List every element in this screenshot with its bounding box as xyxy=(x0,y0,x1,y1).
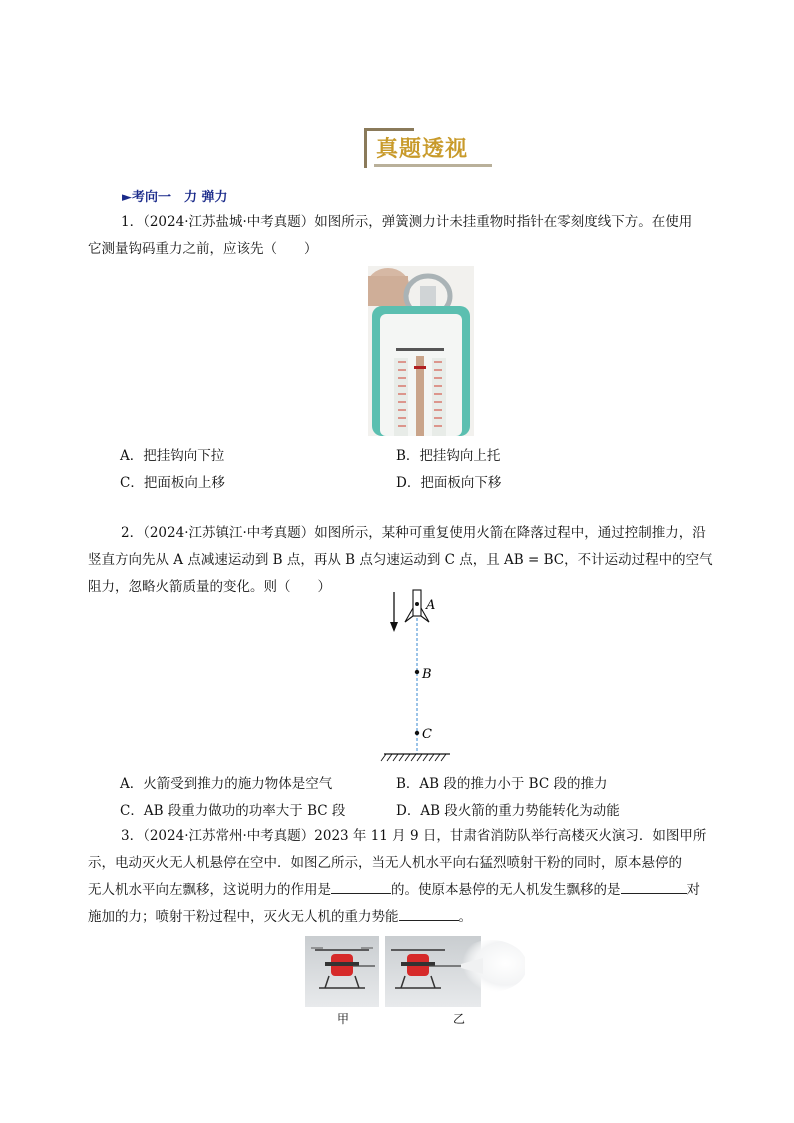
q2-line2: 竖直方向先从 A 点减速运动到 B 点，再从 B 点匀速运动到 C 点，且 AB = BC，不计运动过程中的空气 xyxy=(88,552,713,568)
point-c-dot xyxy=(415,731,419,735)
q1-option-a: A．把挂钩向下拉 xyxy=(120,448,225,464)
spring-scale-image xyxy=(368,266,474,436)
drone-photo-right xyxy=(385,936,525,1007)
q1-line1: 1．（2024·江苏盐城·中考真题）如图所示，弹簧测力计未挂重物时指针在零刻度线下方。在使用 xyxy=(121,214,693,230)
title-decor-bottom xyxy=(374,164,492,167)
page-title: 真题透视 xyxy=(376,137,469,162)
question-1 xyxy=(88,209,724,263)
rocket-diagram xyxy=(378,588,450,764)
answer-blank-2[interactable] xyxy=(621,879,687,894)
q3-line3 xyxy=(88,877,724,904)
q3-line1: 3．（2024·江苏常州·中考真题）2023 年 11 月 9 日，甘肃省消防队举行高楼灭火演习．如图甲所 xyxy=(121,828,707,844)
question-3 xyxy=(88,823,724,931)
point-a-dot xyxy=(415,602,419,606)
spring-scale-figure xyxy=(368,266,474,436)
q3-line3-part2: 的。使原本悬停的无人机发生飘移的是 xyxy=(391,882,621,898)
ground-hatch xyxy=(381,754,446,761)
q1-option-d: D．把面板向下移 xyxy=(396,475,502,491)
arrow-head-icon xyxy=(390,622,398,632)
title-decor-top xyxy=(364,128,414,131)
q2-option-a: A．火箭受到推力的施力物体是空气 xyxy=(120,776,333,792)
q2-line3: 阻力，忽略火箭质量的变化。则（ ） xyxy=(88,579,331,595)
q1-option-c: C．把面板向上移 xyxy=(120,475,225,491)
q3-line2: 示，电动灭火无人机悬停在空中．如图乙所示，当无人机水平向右猛烈喷射干粉的同时，原本悬停的 xyxy=(88,855,682,871)
q2-option-b: B．AB 段的推力小于 BC 段的推力 xyxy=(396,776,608,792)
q2-option-d: D．AB 段火箭的重力势能转化为动能 xyxy=(396,803,620,819)
answer-blank-1[interactable] xyxy=(331,879,391,894)
caption-jia: 甲 xyxy=(337,1012,350,1026)
label-b: B xyxy=(422,667,432,682)
answer-blank-3[interactable] xyxy=(399,906,459,921)
drone-spray-image xyxy=(385,936,525,1007)
page-title-box xyxy=(364,128,482,166)
drone-hover-image xyxy=(305,936,379,1007)
label-a: A xyxy=(426,598,436,613)
q3-line3-part3: 对 xyxy=(686,882,700,898)
section-heading: ►考向一 力 弹力 xyxy=(122,190,228,205)
rocket-fin-left xyxy=(405,608,413,622)
title-decor-left xyxy=(364,128,367,168)
q3-line4 xyxy=(88,904,724,931)
q2-option-c: C．AB 段重力做功的功率大于 BC 段 xyxy=(120,803,346,819)
point-b-dot xyxy=(415,670,419,674)
q3-line4-part1: 施加的力；喷射干粉过程中，灭火无人机的重力势能 xyxy=(88,909,399,925)
q3-line4-part2: 。 xyxy=(458,909,472,925)
q2-line1: 2．（2024·江苏镇江·中考真题）如图所示，某种可重复使用火箭在降落过程中，通过控制推力，沿 xyxy=(121,525,706,541)
caption-yi: 乙 xyxy=(453,1012,466,1026)
q1-option-b: B．把挂钩向上托 xyxy=(396,448,501,464)
q1-line2: 它测量钩码重力之前，应该先（ ） xyxy=(88,241,318,257)
drone-photo-left xyxy=(305,936,379,1007)
q3-line3-part1: 无人机水平向左飘移，这说明力的作用是 xyxy=(88,882,331,898)
label-c: C xyxy=(422,727,432,742)
